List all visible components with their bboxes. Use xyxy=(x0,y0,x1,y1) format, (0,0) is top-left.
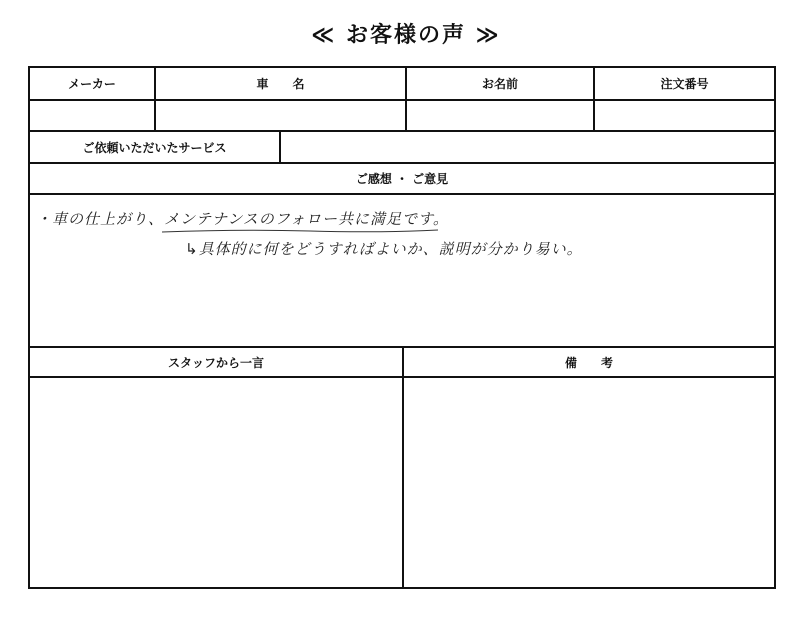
feedback-label: ご感想 ・ ご意見 xyxy=(355,172,449,186)
customer-name-field[interactable] xyxy=(407,101,593,130)
remarks-field[interactable] xyxy=(404,378,774,589)
car-name-label: 車 名 xyxy=(256,77,305,91)
car-name-field[interactable] xyxy=(156,101,405,130)
maker-field[interactable] xyxy=(30,101,154,130)
feedback-line-2: ↳具体的に何をどうすればよいか、説明が分かり易い。 xyxy=(185,240,583,258)
order-number-label: 注文番号 xyxy=(660,77,709,91)
service-label: ご依頼いただいたサービス xyxy=(82,140,227,155)
feedback-line-1: ・車の仕上がり、メンテナンスのフォロー共に満足です。 xyxy=(36,210,449,228)
customer-name-label: お名前 xyxy=(481,77,518,91)
underline-stroke xyxy=(160,228,440,234)
maker-label: メーカー xyxy=(68,77,116,91)
staff-comment-label: スタッフから一言 xyxy=(167,355,264,370)
service-field[interactable] xyxy=(281,132,774,162)
feedback-form xyxy=(28,66,776,589)
remarks-label: 備 考 xyxy=(564,355,613,370)
staff-comment-field[interactable] xyxy=(30,378,402,589)
order-number-field[interactable] xyxy=(595,101,774,130)
page-title: ≪ お客様の声 ≫ xyxy=(311,23,501,48)
